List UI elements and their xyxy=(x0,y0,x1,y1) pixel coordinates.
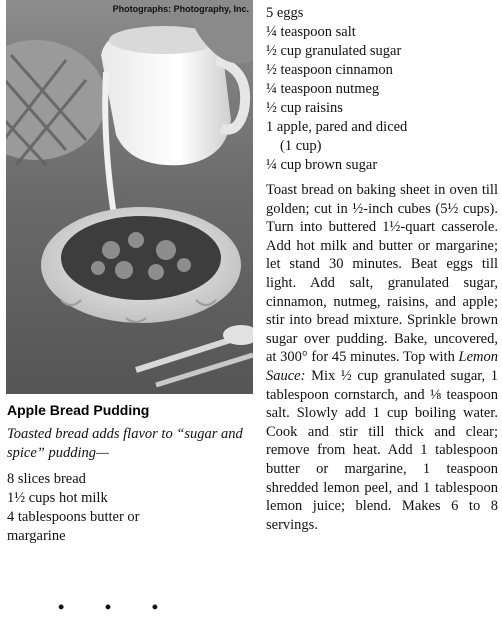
ingredient-item: 8 slices bread xyxy=(7,471,86,487)
separator-dot: • xyxy=(151,597,158,617)
ingredient-item: ¼ teaspoon salt xyxy=(266,24,356,40)
pudding-photo xyxy=(6,0,253,394)
section-separator xyxy=(58,597,158,618)
ingredient-item: ½ teaspoon cinnamon xyxy=(266,62,393,78)
ingredient-item: ½ cup raisins xyxy=(266,100,343,116)
ingredient-item: 1 apple, pared and diced xyxy=(266,119,408,135)
ingredient-item: ¼ teaspoon nutmeg xyxy=(266,81,380,97)
ingredient-item: 4 tablespoons butter or xyxy=(7,509,140,525)
ingredient-item: 1½ cups hot milk xyxy=(7,490,108,506)
ingredient-item: 5 eggs xyxy=(266,5,304,21)
ingredient-item: margarine xyxy=(7,528,66,544)
ingredient-list-right xyxy=(266,4,498,175)
recipe-intro: Toasted bread adds flavor to “sugar and spice” pudding— xyxy=(7,426,243,461)
ingredient-item: ½ cup granulated sugar xyxy=(266,43,402,59)
method-text-sauce: Mix ½ cup granulated sugar, 1 tablespoon cornstarch, and ⅛ teaspoon salt. Slowly add 1 cup boiling water. Cook and stir till thick and clear; remove from heat. Add 1 tablespoon butter or margarine, 1 teaspoon shredded lemon peel, and 1 tablespoon lemon juice; blend. Makes 6 to 8 servings. xyxy=(266,367,498,533)
photo-credit: Photographs: Photography, Inc. xyxy=(112,4,249,14)
recipe-title: Apple Bread Pudding xyxy=(7,402,150,418)
separator-dot: • xyxy=(104,597,112,617)
ingredient-item: ¼ cup brown sugar xyxy=(266,157,378,173)
pudding-photo-illustration xyxy=(6,0,253,394)
ingredient-list-left xyxy=(7,470,251,546)
separator-dot: • xyxy=(58,597,65,617)
recipe-method xyxy=(266,181,498,534)
ingredient-item: (1 cup) xyxy=(280,138,322,154)
lemon-sauce-label: Lemon Sauce: xyxy=(266,349,498,384)
method-text: Toast bread on baking sheet in oven till golden; cut in ½-inch cubes (5½ cups). Turn into buttered 1½-quart casserole. Add hot milk and butter or margarine; let stand 30 minutes. Beat eggs till light. Add salt, granulated sugar, cinnamon, nutmeg, raisins, and apple; stir into bread mixture. Sprinkle brown sugar over pudding. Bake, uncovered, at 300° for 45 minutes. Top with xyxy=(266,182,498,366)
right-column xyxy=(266,4,498,549)
